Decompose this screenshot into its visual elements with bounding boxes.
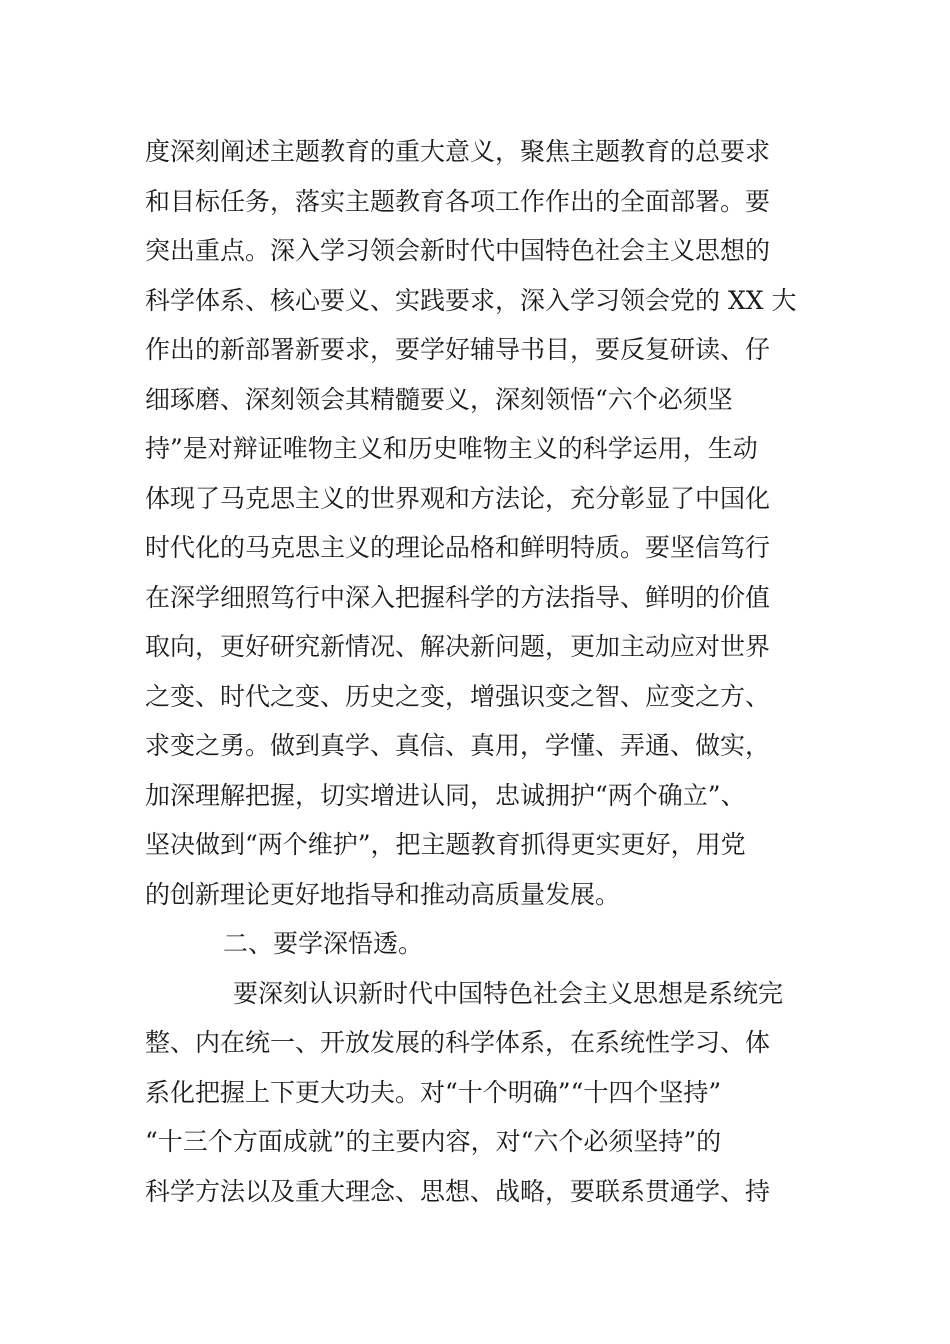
text-line: “十三个方面成就”的主要内容，对“六个必须坚持”的	[145, 1127, 722, 1156]
text-line: 要深刻认识新时代中国特色社会主义思想是系统完	[233, 978, 784, 1008]
text-line: 度深刻阐述主题教育的重大意义，聚焦主题教育的总要求	[145, 137, 771, 166]
text-line: 在深学细照笃行中深入把握科学的方法指导、鲜明的价值	[145, 582, 771, 612]
text-line: 之变、时代之变、历史之变，增强识变之智、应变之方、	[145, 681, 771, 711]
text-line: 作出的新部署新要求，要学好辅导书目，要反复研读、仔	[145, 335, 771, 364]
text-line: 的创新理论更好地指导和推动高质量发展。	[145, 879, 621, 909]
text-line: 加深理解把握，切实增进认同，忠诚拥护“两个确立”、	[145, 780, 746, 810]
text-line: 突出重点。深入学习领会新时代中国特色社会主义思想的	[145, 236, 771, 265]
text-line: 体现了马克思主义的世界观和方法论，充分彰显了中国化	[145, 483, 771, 513]
section-heading: 二、要学深悟透。	[223, 929, 424, 958]
document-body	[145, 127, 810, 1216]
text-line: 细琢磨、深刻领会其精髓要义，深刻领悟“六个必须坚	[145, 384, 733, 414]
text-line: 取向，更好研究新情况、解决新问题，更加主动应对世界	[145, 632, 771, 661]
text-line: 求变之勇。做到真学、真信、真用，学懂、弄通、做实，	[145, 731, 771, 760]
text-line: 整、内在统一、开放发展的科学体系，在系统性学习、体	[145, 1028, 771, 1057]
text-line: 系化把握上下更大功夫。对“十个明确”“十四个坚持”	[145, 1077, 722, 1107]
text-line: 时代化的马克思主义的理论品格和鲜明特质。要坚信笃行	[145, 533, 771, 562]
text-line: 和目标任务，落实主题教育各项工作作出的全面部署。要	[145, 186, 771, 216]
text-line: 科学体系、核心要义、实践要求，深入学习领会党的 XX 大	[145, 285, 797, 315]
text-line: 持”是对辩证唯物主义和历史唯物主义的科学运用，生动	[145, 434, 758, 463]
text-line: 坚决做到“两个维护”，把主题教育抓得更实更好，用党	[145, 830, 746, 859]
text-line: 科学方法以及重大理念、思想、战略，要联系贯通学、持	[145, 1176, 771, 1206]
